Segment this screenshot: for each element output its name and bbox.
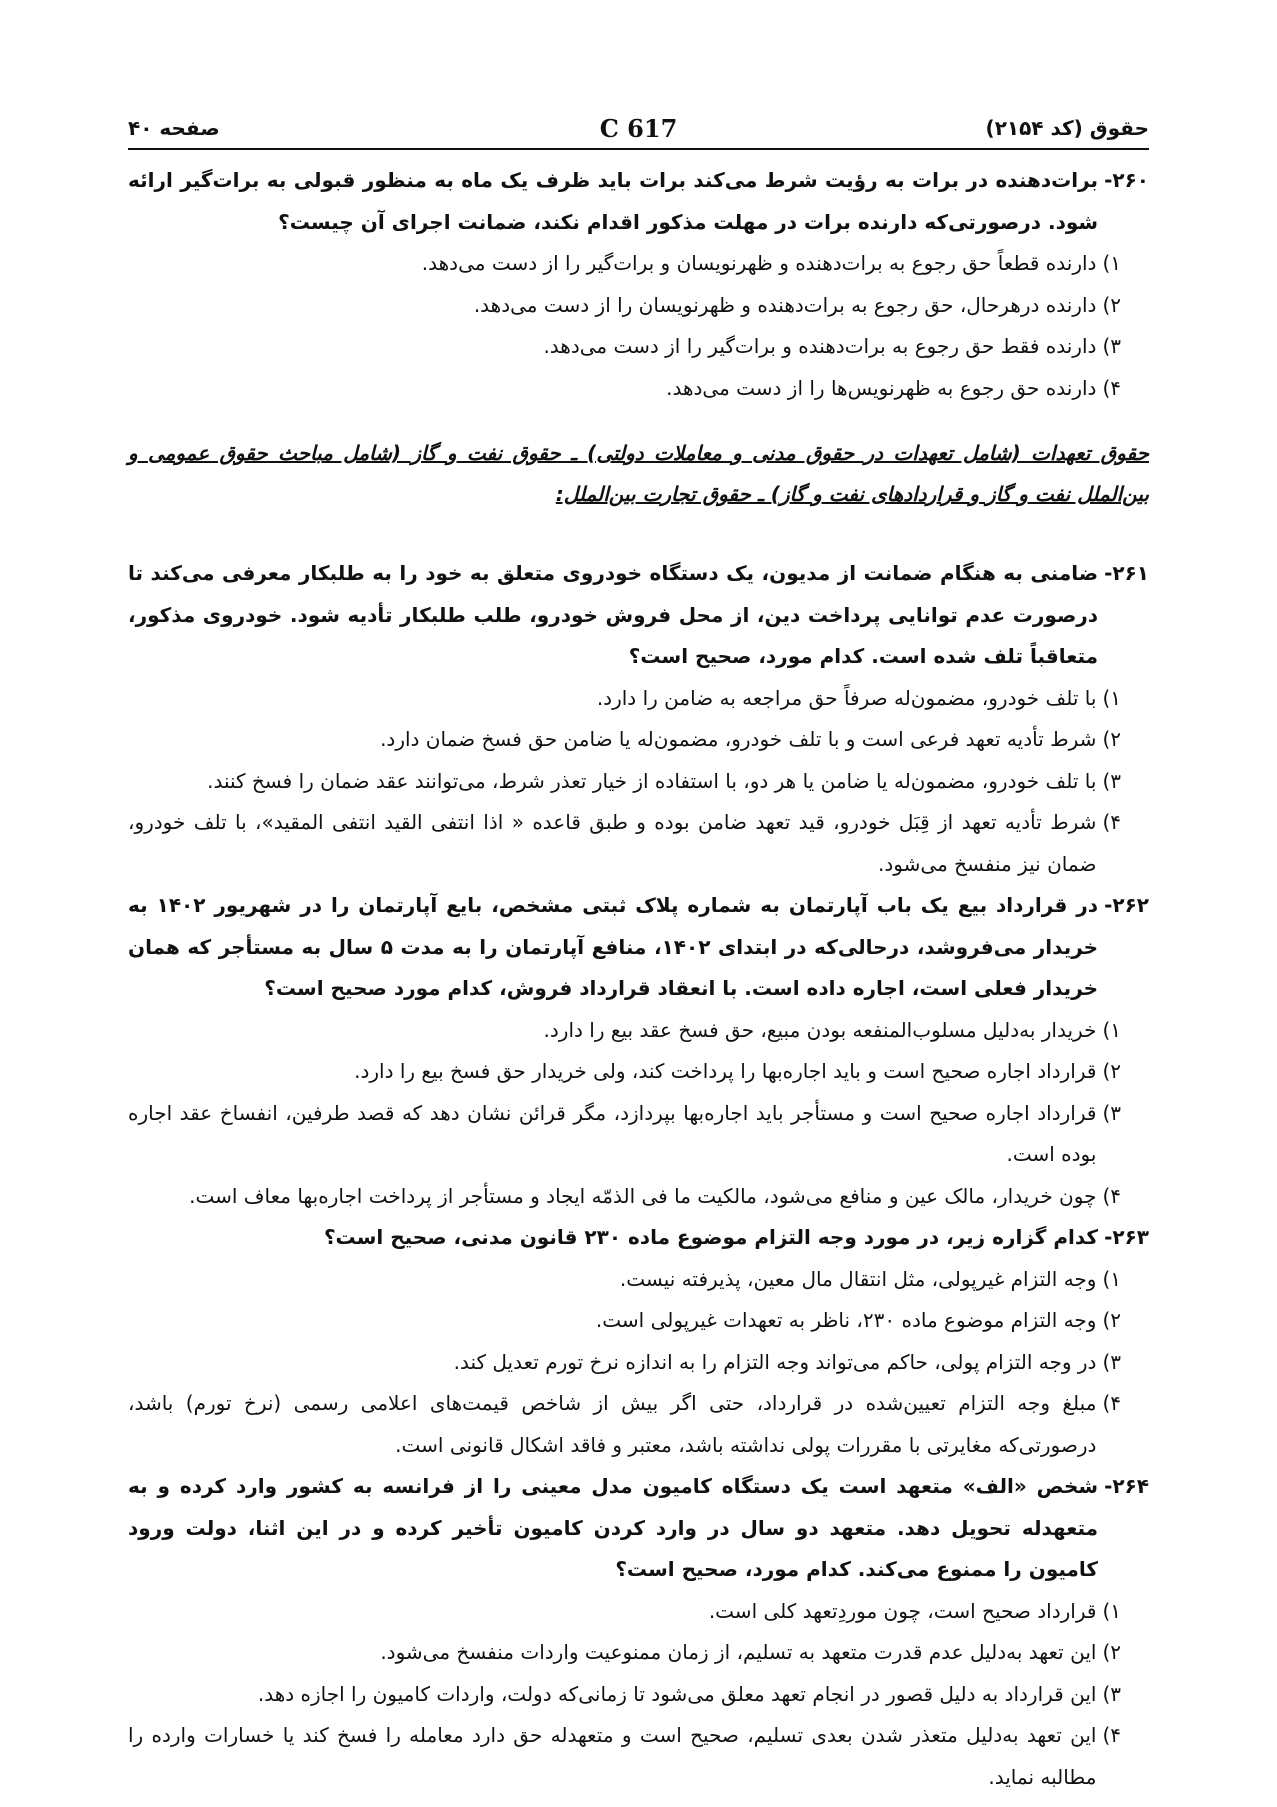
option-number: ۳) [1102, 1100, 1121, 1125]
question-number: ۲۶۳- [1104, 1225, 1149, 1249]
questions-block-after [128, 553, 1149, 1798]
option-text: قرارداد صحیح است، چون موردِتعهد کلی است. [708, 1598, 1097, 1623]
options-list [128, 1259, 1149, 1467]
option-text: در وجه التزام پولی، حاکم می‌تواند وجه التزام را به اندازه نرخ تورم تعدیل کند. [453, 1349, 1097, 1374]
question-text: شخص «الف» متعهد است یک دستگاه کامیون مدل معینی را از فرانسه به کشور وارد کرده و به متعهدله تحویل دهد. متعهد دو سال در وارد کردن کامیون تأخیر کرده و در این اثنا، دولت ورود کامیون را ممنوع می‌کند. کدام مورد، صحیح است؟ [128, 1474, 1099, 1581]
section-title: حقوق تعهدات (شامل تعهدات در حقوق مدنی و معاملات دولتی) ـ حقوق نفت و گاز (شامل مباحث حقوق عمومی و بین‌الملل نفت و گاز و قراردادهای نفت و گاز) ـ حقوق تجارت بین‌الملل: [128, 441, 1149, 506]
question-text: ضامنی به هنگام ضمانت از مدیون، یک دستگاه خودروی متعلق به خود را به طلبکار معرفی می‌کند تا درصورت عدم توانایی پرداخت دین، از محل فروش خودرو، طلب طلبکار تأدیه شود. خودروی مذکور، متعاقباً تلف شده است. کدام مورد، صحیح است؟ [128, 561, 1099, 668]
answer-option [128, 1342, 1121, 1384]
option-text: با تلف خودرو، مضمون‌له یا ضامن یا هر دو، با استفاده از خیار تعذر شرط، می‌توانند عقد ضمان را فسخ کنند. [207, 768, 1097, 793]
option-text: قرارداد اجاره صحیح است و مستأجر باید اجاره‌بها بپردازد، مگر قرائن نشان دهد که قصد طرفین، انفساخ عقد اجاره بوده است. [128, 1100, 1097, 1166]
question-stem [128, 553, 1149, 678]
answer-option [128, 802, 1121, 885]
question-stem [128, 160, 1149, 243]
option-number: ۴) [1102, 1183, 1121, 1208]
option-number: ۱) [1102, 1598, 1121, 1623]
question-text: کدام گزاره زیر، در مورد وجه التزام موضوع ماده ۲۳۰ قانون مدنی، صحیح است؟ [323, 1225, 1099, 1249]
question-text: در قرارداد بیع یک باب آپارتمان به شماره پلاک ثبتی مشخص، بایع آپارتمان را در شهریور ۱۴۰۲ به خریدار می‌فروشد، درحالی‌که در ابتدای ۱۴۰۲، منافع آپارتمان را به مدت ۵ سال به مستأجر که همان خریدار فعلی است، اجاره داده است. با انعقاد قرارداد فروش، کدام مورد صحیح است؟ [128, 893, 1099, 1000]
answer-option [128, 1259, 1121, 1301]
option-text: این تعهد به‌دلیل عدم قدرت متعهد به تسلیم، از زمان ممنوعیت واردات منفسخ می‌شود. [380, 1640, 1097, 1664]
answer-option [128, 1010, 1121, 1052]
option-text: این قرارداد به دلیل قصور در انجام تعهد معلق می‌شود تا زمانی‌که دولت، واردات کامیون را اجازه دهد. [257, 1681, 1097, 1706]
exam-page [128, 0, 1149, 1807]
option-number: ۲) [1102, 727, 1121, 751]
booklet-code: 617 C [599, 113, 678, 143]
option-text: شرط تأدیه تعهد فرعی است و با تلف خودرو، مضمون‌له یا ضامن حق فسخ ضمان دارد. [380, 727, 1097, 751]
question-number: ۲۶۲- [1104, 893, 1149, 917]
answer-option [128, 1176, 1121, 1218]
option-text: با تلف خودرو، مضمون‌له صرفاً حق مراجعه به ضامن را دارد. [596, 685, 1097, 710]
answer-option [128, 326, 1121, 368]
question [128, 885, 1149, 1217]
option-text: مبلغ وجه التزام تعیین‌شده در قرارداد، حتی اگر بیش از شاخص قیمت‌های اعلامی رسمی (نرخ تورم) باشد، درصورتی‌که مغایرتی با مقررات پولی نداشته باشد، معتبر و فاقد اشکال قانونی است. [128, 1391, 1097, 1457]
question-stem [128, 1217, 1149, 1259]
answer-option [128, 368, 1121, 410]
option-text: این تعهد به‌دلیل متعذر شدن بعدی تسلیم، صحیح است و متعهدله حق دارد معامله را فسخ کند یا خسارات وارده را مطالبه نماید. [128, 1723, 1097, 1789]
option-number: ۳) [1102, 768, 1121, 793]
option-number: ۲) [1102, 1308, 1121, 1332]
option-number: ۱) [1102, 1017, 1121, 1042]
question-number: ۲۶۱- [1104, 561, 1149, 585]
option-number: ۳) [1102, 1681, 1121, 1706]
option-text: دارنده درهرحال، حق رجوع به برات‌دهنده و ظهرنویسان را از دست می‌دهد. [473, 292, 1097, 317]
answer-option [128, 1674, 1121, 1716]
question [128, 553, 1149, 885]
question-stem [128, 885, 1149, 1010]
option-number: ۱) [1102, 251, 1121, 275]
answer-option [128, 243, 1121, 285]
question-text: برات‌دهنده در برات به رؤیت شرط می‌کند برات باید ظرف یک ماه به منظور قبولی به برات‌گیر ارائه شود. درصورتی‌که دارنده برات در مهلت مذکور اقدام نکند، ضمانت اجرای آن چیست؟ [128, 168, 1099, 234]
answer-option [128, 1383, 1121, 1466]
options-list [128, 1010, 1149, 1218]
option-number: ۱) [1102, 685, 1121, 710]
option-text: وجه التزام موضوع ماده ۲۳۰، ناظر به تعهدات غیرپولی است. [595, 1308, 1097, 1332]
option-text: چون خریدار، مالک عین و منافع می‌شود، مالکیت ما فی الذمّه ایجاد و مستأجر از پرداخت اجاره‌بها معاف است. [189, 1183, 1097, 1208]
option-number: ۳) [1102, 334, 1121, 358]
answer-option [128, 285, 1121, 327]
option-text: دارنده حق رجوع به ظهرنویس‌ها را از دست می‌دهد. [666, 375, 1097, 400]
page-header [128, 108, 1149, 150]
option-text: خریدار به‌دلیل مسلوب‌المنفعه بودن مبیع، حق فسخ عقد بیع را دارد. [543, 1017, 1097, 1042]
options-list [128, 243, 1149, 409]
options-list [128, 678, 1149, 886]
answer-option [128, 1051, 1121, 1093]
question-number: ۲۶۰- [1104, 168, 1149, 192]
option-text: وجه التزام غیرپولی، مثل انتقال مال معین، پذیرفته نیست. [619, 1266, 1097, 1291]
exam-content [128, 160, 1149, 1798]
question [128, 1466, 1149, 1798]
option-text: قرارداد اجاره صحیح است و باید اجاره‌بها را پرداخت کند، ولی خریدار حق فسخ بیع را دارد. [354, 1059, 1097, 1083]
option-number: ۲) [1102, 1640, 1121, 1664]
option-number: ۴) [1102, 810, 1121, 834]
question-number: ۲۶۴- [1104, 1474, 1149, 1498]
option-text: دارنده قطعاً حق رجوع به برات‌دهنده و ظهرنویسان و برات‌گیر را از دست می‌دهد. [421, 251, 1097, 275]
answer-option [128, 719, 1121, 761]
question [128, 1217, 1149, 1466]
answer-option [128, 678, 1121, 720]
option-text: دارنده فقط حق رجوع به برات‌دهنده و برات‌گیر را از دست می‌دهد. [543, 334, 1097, 358]
answer-option [128, 761, 1121, 803]
option-text: شرط تأدیه تعهد از قِبَل خودرو، قید تعهد ضامن بوده و طبق قاعده « اذا انتفی القید انتفی المقید»، با تلف خودرو، ضمان نیز منفسخ می‌شود. [128, 810, 1097, 876]
subject-title: حقوق (کد ۲۱۵۴) [985, 116, 1149, 140]
option-number: ۳) [1102, 1349, 1121, 1374]
questions-block-before [128, 160, 1149, 409]
page-number: صفحه ۴۰ [128, 116, 220, 140]
option-number: ۲) [1102, 292, 1121, 317]
answer-option [128, 1591, 1121, 1633]
option-number: ۱) [1102, 1266, 1121, 1291]
answer-option [128, 1715, 1121, 1798]
answer-option [128, 1093, 1121, 1176]
option-number: ۴) [1102, 375, 1121, 400]
answer-option [128, 1632, 1121, 1674]
option-number: ۴) [1102, 1391, 1121, 1415]
answer-option [128, 1300, 1121, 1342]
question-stem [128, 1466, 1149, 1591]
option-number: ۴) [1102, 1723, 1121, 1747]
option-number: ۲) [1102, 1059, 1121, 1083]
options-list [128, 1591, 1149, 1799]
question [128, 160, 1149, 409]
